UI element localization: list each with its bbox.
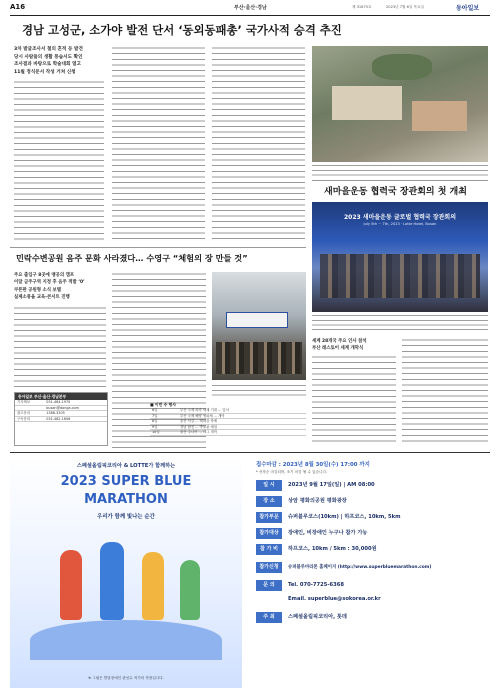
ad-info-row [256, 512, 486, 524]
main-photo [312, 46, 488, 162]
contact-value: busan@donga.com [44, 405, 107, 411]
photo-banner-sub: July 5th ~ 7th, 2023 · Lotte Hotel, Busan [363, 222, 437, 226]
photo-crowd [216, 342, 302, 374]
contact-label: 기사제보 [15, 400, 44, 405]
page-number: A16 [10, 3, 26, 11]
ad-info-label: 참가부문 [256, 512, 282, 523]
main-deck [14, 46, 106, 76]
schedule-event: 울산 서강 ... 태화강 축제 [178, 419, 306, 425]
schedule-day: 6일 [150, 408, 178, 413]
ad-footer-note: ※ 그림은 발달장애인 관선수 작가의 작품입니다. [88, 676, 164, 680]
schedule-event: 부산 국제 해양 영화제 ... 개막 [178, 413, 306, 419]
park-deck [14, 272, 110, 302]
mid-rule [10, 247, 306, 248]
ad-info-label: 일 시 [256, 480, 282, 491]
main-deck-line: 조사결과 바탕으로 학술대회 열고 [14, 62, 81, 67]
schedule-table [150, 408, 306, 436]
photo-roof-block [332, 86, 402, 120]
ad-rule [10, 452, 490, 453]
park-photo [212, 272, 306, 380]
park-deck-line: 주요 출입구 8곳에 맹공의 캠프 [14, 273, 75, 278]
ad-right-panel [248, 456, 490, 688]
ad-info-row [256, 496, 486, 508]
contact-box [14, 392, 108, 446]
park-photo-caption [212, 384, 306, 398]
schedule-box [150, 402, 306, 446]
ad-notice: 접수마감 : 2023년 8월 30일(수) 17:00 까지 [256, 462, 370, 468]
schedule-event: 부산 국제 파라 세계 기대 ... 앞서 [178, 408, 306, 413]
ad-info-value: 2023년 9월 17일(일) | AM 08:00 [288, 482, 375, 488]
ad-tagline: 우리가 함께 빛나는 순간 [97, 514, 155, 520]
paper-logo: 동아일보 [456, 5, 480, 12]
illustration-runner [60, 550, 82, 620]
ad-info-value[interactable]: 슈퍼블루마라톤 홈페이지 (http://www.superbluemarathon.com) [288, 565, 432, 570]
contact-value: 1588-3305 [44, 411, 107, 417]
section-name: 부산·울산·경남 [234, 5, 267, 11]
saemaeul-photo [312, 202, 488, 312]
contact-value: 051-462-1606 [44, 416, 107, 422]
ad-title-line2: MARATHON [84, 492, 168, 507]
ad-info-value: 상암 평화의공원 평화광장 [288, 498, 347, 504]
saemaeul-body-col-2 [402, 338, 488, 445]
ad-info-label: 장 소 [256, 496, 282, 507]
ad-left-panel [10, 456, 242, 688]
main-deck-line: 당시 사람들의 생활 풍습서도 확인 [14, 54, 83, 60]
photo-roof-block [412, 101, 467, 131]
main-headline: 경남 고성군, 소가야 발전 단서 ‘동외동패총’ 국가사적 승격 추진 [22, 23, 342, 37]
ad-info-row [256, 544, 486, 556]
ad-info-row [256, 528, 486, 540]
main-deck-line: 3차 발굴조사서 철의 흔적 등 발견 [14, 47, 83, 52]
illustration-track [30, 620, 222, 660]
ad-info-label: 주 최 [256, 612, 282, 623]
ad-info-label: 참 가 비 [256, 544, 282, 555]
issue-number: 제 31675호 [352, 5, 372, 9]
schedule-day: 10일 [150, 430, 178, 436]
photo-banner-title: 2023 새마을운동 글로벌 협력국 장관회의 [344, 214, 456, 221]
contact-title: 동아일보 부산·울산·경남본부 [15, 393, 107, 400]
contact-value: 051-464-1970 [44, 400, 107, 405]
ad-top-label: 스페셜올림픽코리아 & LOTTE가 함께하는 [76, 463, 176, 469]
ad-info-value: 스페셜올림픽코리아, 롯데 [288, 614, 347, 620]
park-deck-line: 쿠폰판 공원형 소식 보텔 [14, 287, 62, 293]
main-body-col-2 [112, 46, 205, 240]
issue-date: 2023년 7월 6일 목요일 [386, 5, 424, 9]
schedule-day: 9일 [150, 424, 178, 430]
ad-info-row [256, 612, 486, 624]
ad-info-value[interactable]: Email. superblue@sokorea.or.kr [288, 596, 381, 602]
ad-notice-sub: * 선착순 마감되며, 조기 마감 될 수 있습니다. [256, 470, 328, 474]
main-body-col-1 [14, 80, 104, 240]
ad-info-row[interactable] [256, 594, 486, 606]
main-photo-caption [312, 164, 488, 176]
schedule-event: 경남 합천 ... 박물관 체험 [178, 424, 306, 430]
illustration-runner [100, 542, 124, 620]
header-rule [10, 15, 490, 16]
photo-banner-sign [226, 312, 288, 328]
ad-info-row [256, 580, 486, 592]
saemaeul-subhead [312, 338, 394, 352]
ad-info-value: 슈퍼블루코스(10km) | 하프코스, 10km, 5km [288, 514, 401, 520]
contact-table [15, 400, 107, 422]
ad-title-line1: 2023 SUPER BLUE [60, 474, 192, 489]
schedule-event: 울산 주니어 ... 리그 개막 [178, 430, 306, 436]
ad-info-label: 문 의 [256, 580, 282, 591]
ad-info-value: 장애인, 비장애인 누구나 참가 가능 [288, 530, 368, 536]
schedule-day: 7일 [150, 413, 178, 419]
section-divider [312, 180, 488, 181]
schedule-title: ■ 이번 주 행사 [150, 402, 176, 407]
illustration-runner [142, 552, 164, 620]
ad-info-label: 참가신청 [256, 562, 282, 573]
photo-green-patch [372, 54, 432, 80]
saemaeul-subhead-line: 세계 28개국 주요 인사 참석 [312, 339, 367, 344]
saemaeul-caption [312, 314, 488, 332]
illustration-runner [180, 560, 200, 620]
saemaeul-subhead-line: 부산 레스토어 세계 개막식 [312, 346, 364, 351]
ad-info-label: 참가대상 [256, 528, 282, 539]
saemaeul-headline: 새마을운동 협력국 장관회의 첫 개최 [324, 187, 467, 197]
ad-info-value: 하프코스, 10km / 5km : 30,000원 [288, 546, 377, 552]
ad-info-row [256, 480, 486, 492]
ad-illustration [30, 530, 222, 666]
main-deck-line: 11월 정식문서 작성 거쳐 신청 [14, 69, 76, 75]
park-headline: 민락수변공원 음주 문화 사라졌다… 수영구 “체험의 장 만들 것” [16, 253, 248, 263]
park-body-col-1 [14, 306, 106, 388]
schedule-day: 8일 [150, 419, 178, 425]
park-deck-line: 이달 금주구역 지정 후 음주 적발 ‘0’ [14, 280, 85, 286]
ad-info-value: Tel. 070-7725-6368 [288, 582, 344, 588]
ad-info-row[interactable] [256, 562, 486, 574]
saemaeul-body-col-1 [312, 355, 396, 445]
photo-people-row [320, 254, 480, 298]
contact-label: 광고문의 [15, 411, 44, 417]
park-deck-line: 실제소통을 교육-콘서트 진행 [14, 295, 70, 301]
main-body-col-3 [212, 46, 305, 240]
contact-label: 구독문의 [15, 416, 44, 422]
